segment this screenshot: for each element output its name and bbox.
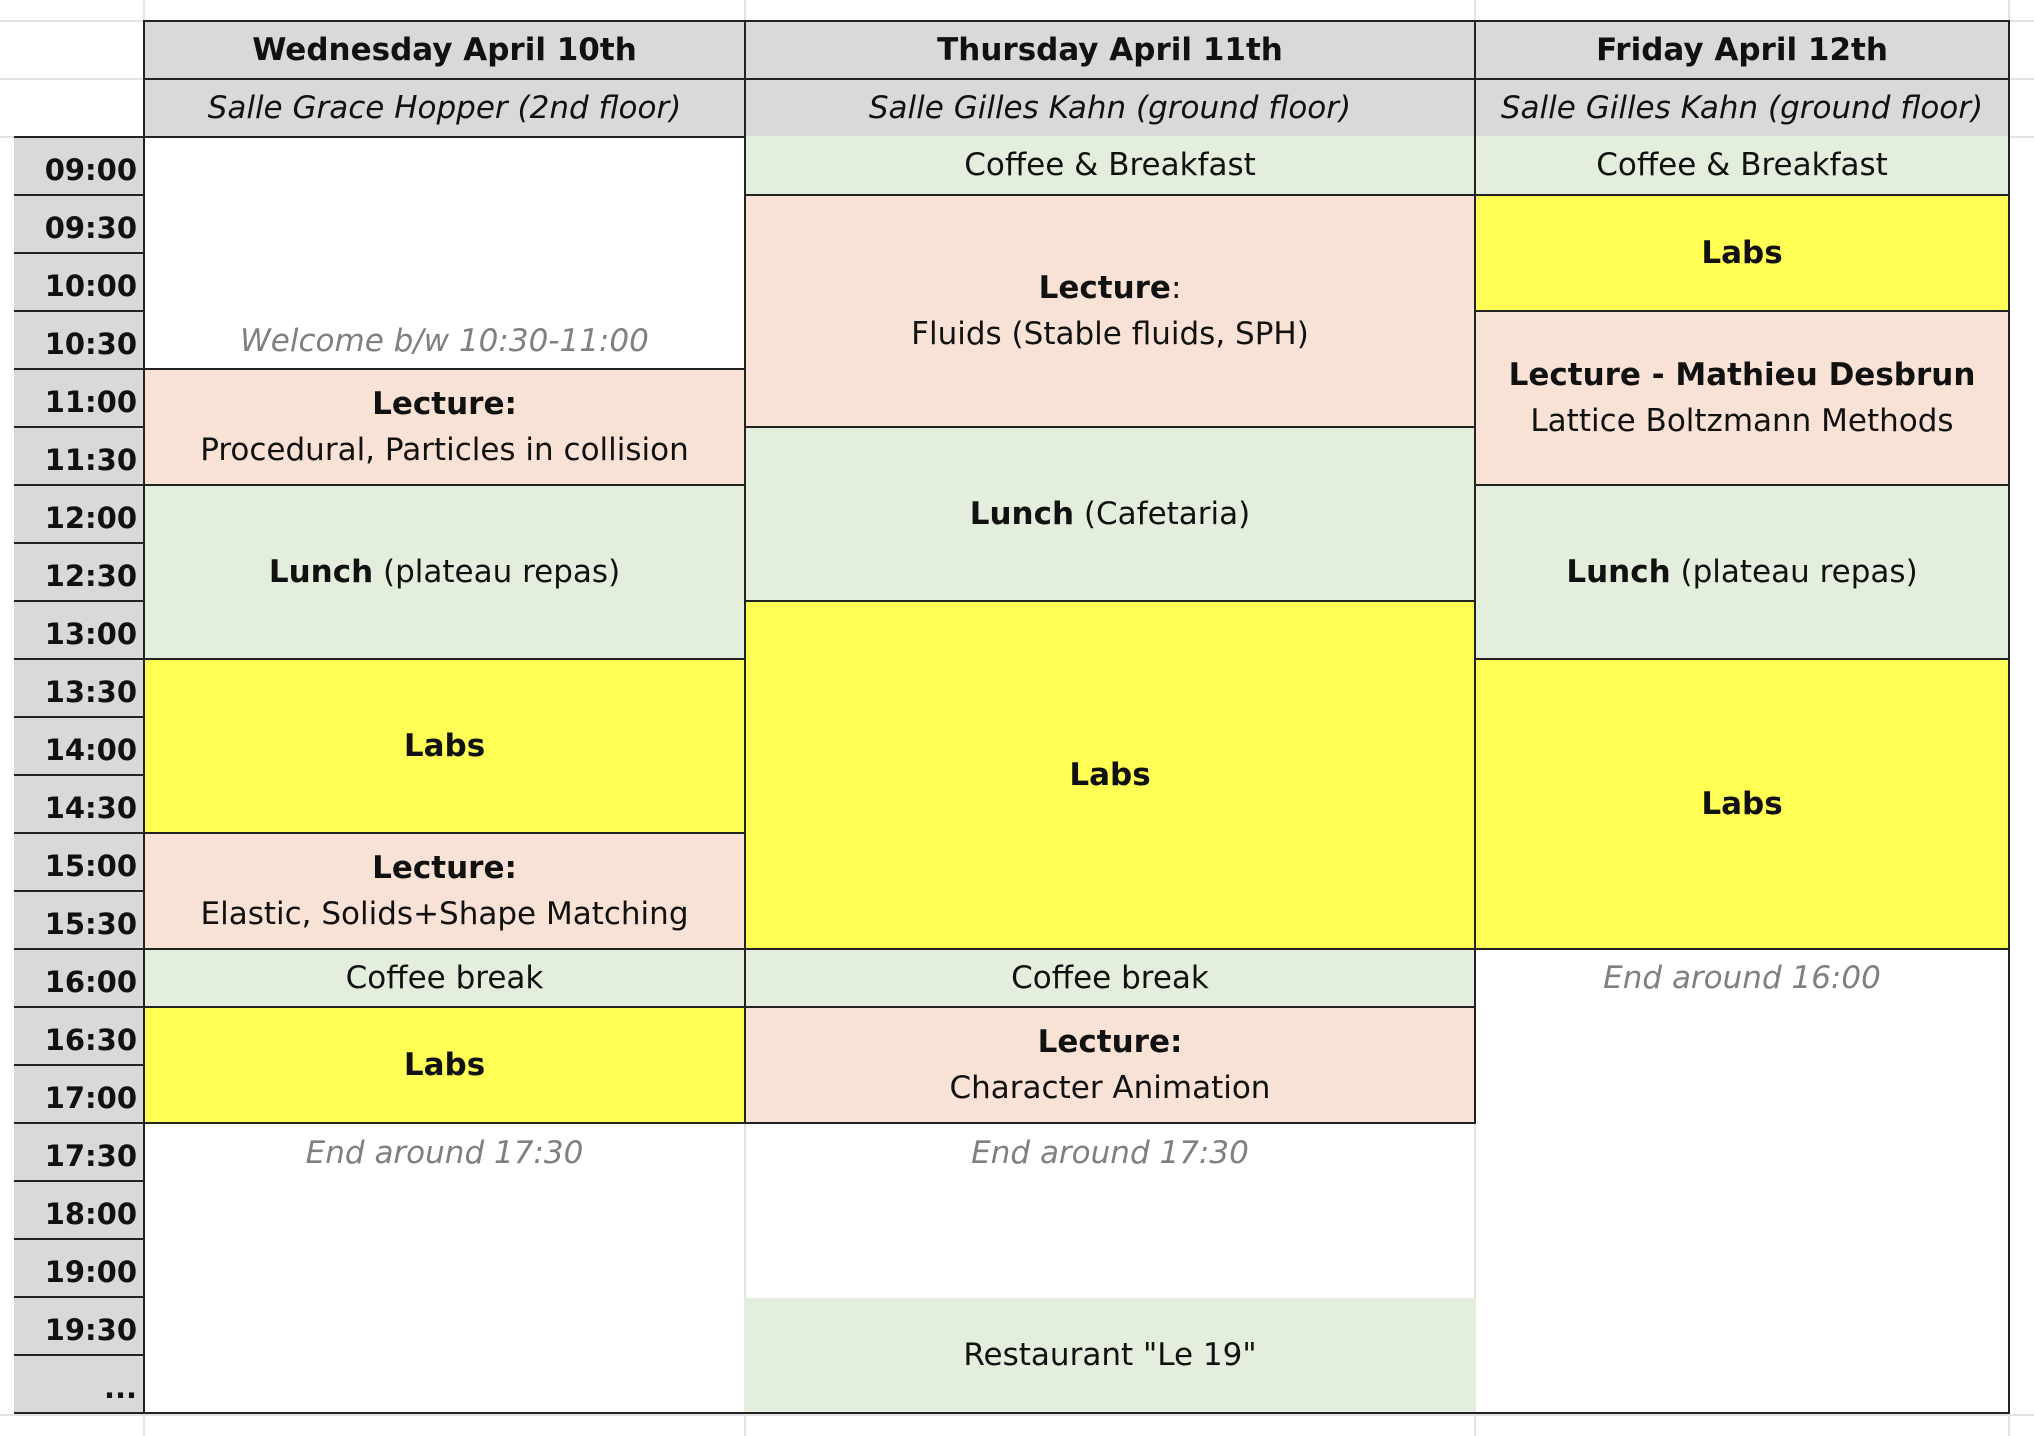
wed-end-note: End around 17:30 bbox=[305, 1134, 584, 1171]
lecture-title: Lecture: bbox=[372, 849, 517, 886]
thu-labs bbox=[744, 600, 1476, 950]
day-label: Wednesday April 10th bbox=[252, 31, 637, 68]
fri-lecture-desbrun bbox=[1474, 310, 2010, 486]
lecture-title: Lecture: bbox=[372, 385, 517, 422]
day-header-friday bbox=[1474, 20, 2010, 80]
time-slot: 12:30 bbox=[14, 542, 145, 602]
lecture-title: Lecture bbox=[1038, 269, 1171, 306]
time-slot: 14:30 bbox=[14, 774, 145, 834]
room-label: Salle Gilles Kahn (ground floor) bbox=[868, 89, 1352, 126]
thu-lecture-character bbox=[744, 1006, 1476, 1124]
time-slot: 13:30 bbox=[14, 658, 145, 718]
thu-lunch bbox=[744, 426, 1476, 602]
time-slot: 12:00 bbox=[14, 484, 145, 544]
time-slot: 14:00 bbox=[14, 716, 145, 776]
wed-welcome-note: Welcome b/w 10:30-11:00 bbox=[240, 322, 649, 359]
fri-labs-afternoon bbox=[1474, 658, 2010, 950]
wed-lecture-procedural bbox=[143, 368, 746, 486]
time-slot: 18:00 bbox=[14, 1180, 145, 1240]
room-thursday bbox=[744, 78, 1476, 138]
lunch-label: Lunch bbox=[969, 495, 1075, 532]
fri-lunch bbox=[1474, 484, 2010, 660]
time-slot: 11:30 bbox=[14, 426, 145, 486]
time-slot: 10:00 bbox=[14, 252, 145, 312]
lunch-detail: (plateau repas) bbox=[1670, 553, 1918, 590]
thu-lecture-fluids bbox=[744, 194, 1476, 428]
lecture-topic: Character Animation bbox=[949, 1070, 1271, 1106]
lunch-label: Lunch bbox=[268, 553, 374, 590]
labs-label: Labs bbox=[403, 1046, 486, 1083]
fri-coffee-breakfast: Coffee & Breakfast bbox=[1474, 136, 2010, 196]
time-slot: ... bbox=[14, 1354, 145, 1414]
thu-end-note: End around 17:30 bbox=[971, 1134, 1249, 1171]
labs-label: Labs bbox=[1701, 785, 1783, 822]
wed-lunch bbox=[143, 484, 746, 660]
lunch-detail: (Cafetaria) bbox=[1074, 495, 1251, 532]
fri-end-note: End around 16:00 bbox=[1603, 959, 1881, 996]
fri-labs-morning bbox=[1474, 194, 2010, 312]
day-header-thursday bbox=[744, 20, 1476, 80]
thu-restaurant: Restaurant "Le 19" bbox=[744, 1298, 1476, 1412]
lecture-colon: : bbox=[1170, 269, 1182, 306]
time-slot: 15:30 bbox=[14, 890, 145, 950]
lecture-topic: Procedural, Particles in collision bbox=[200, 432, 689, 468]
room-label: Salle Grace Hopper (2nd floor) bbox=[207, 89, 682, 126]
time-slot: 13:00 bbox=[14, 600, 145, 660]
lecture-title: Lecture: bbox=[1037, 1023, 1183, 1060]
time-slot: 09:30 bbox=[14, 194, 145, 254]
time-slot: 16:00 bbox=[14, 948, 145, 1008]
time-slot: 16:30 bbox=[14, 1006, 145, 1066]
gridline bbox=[0, 1414, 2034, 1416]
wed-labs-afternoon bbox=[143, 658, 746, 834]
labs-label: Labs bbox=[1701, 234, 1783, 271]
thu-coffee-breakfast: Coffee & Breakfast bbox=[744, 136, 1476, 196]
lecture-topic: Lattice Boltzmann Methods bbox=[1530, 403, 1954, 439]
lunch-label: Lunch bbox=[1566, 553, 1671, 590]
room-wednesday bbox=[143, 78, 746, 138]
day-header-wednesday bbox=[143, 20, 746, 80]
time-slot: 10:30 bbox=[14, 310, 145, 370]
lunch-detail: (plateau repas) bbox=[373, 553, 621, 590]
wed-coffee-break: Coffee break bbox=[143, 948, 746, 1008]
labs-label: Labs bbox=[403, 727, 486, 764]
time-slot: 19:00 bbox=[14, 1238, 145, 1298]
time-slot: 15:00 bbox=[14, 832, 145, 892]
lecture-title: Lecture - Mathieu Desbrun bbox=[1508, 356, 1976, 393]
room-label: Salle Gilles Kahn (ground floor) bbox=[1500, 89, 1984, 126]
day-label: Friday April 12th bbox=[1596, 31, 1888, 68]
room-friday bbox=[1474, 78, 2010, 138]
time-slot: 11:00 bbox=[14, 368, 145, 428]
wed-labs-late bbox=[143, 1006, 746, 1124]
day-label: Thursday April 11th bbox=[937, 31, 1283, 68]
time-slot: 17:00 bbox=[14, 1064, 145, 1124]
lecture-topic: Elastic, Solids+Shape Matching bbox=[200, 896, 689, 932]
wed-lecture-elastic bbox=[143, 832, 746, 950]
labs-label: Labs bbox=[1069, 756, 1151, 793]
time-slot: 19:30 bbox=[14, 1296, 145, 1356]
time-slot: 17:30 bbox=[14, 1122, 145, 1182]
time-slot: 09:00 bbox=[14, 136, 145, 196]
lecture-topic: Fluids (Stable fluids, SPH) bbox=[911, 316, 1309, 352]
thu-coffee-break: Coffee break bbox=[744, 948, 1476, 1008]
